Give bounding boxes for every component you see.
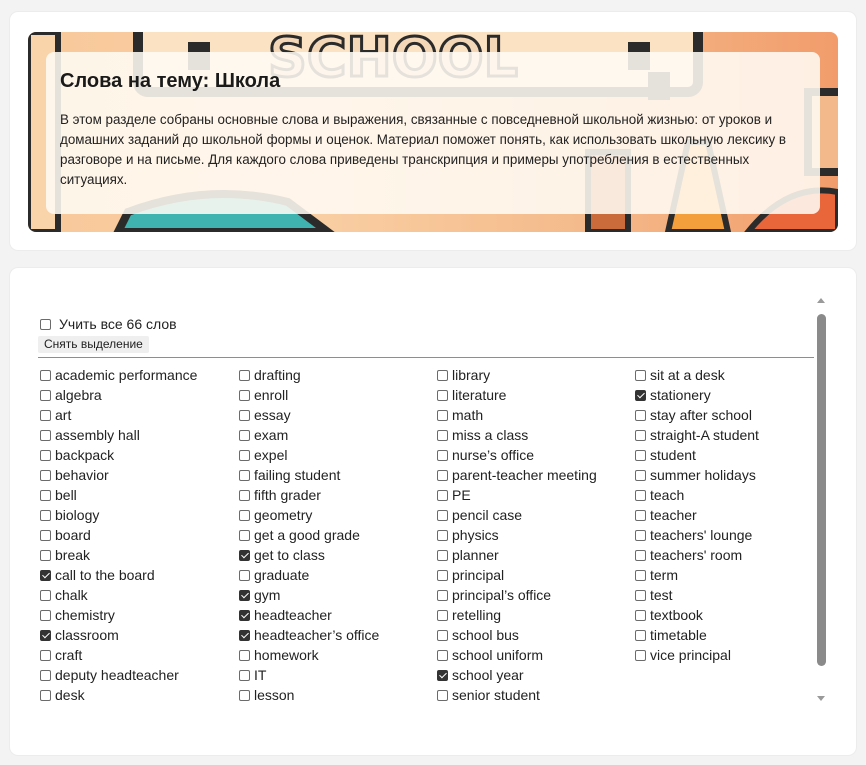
word-checkbox[interactable] [437,410,448,421]
word-label: physics [452,527,499,543]
word-checkbox[interactable] [40,490,51,501]
word-item[interactable] [239,425,379,445]
word-label: board [55,527,91,543]
topic-intro-panel [46,52,820,214]
word-label: stationery [650,387,711,403]
word-checkbox[interactable] [239,390,250,401]
word-item[interactable] [239,605,379,625]
word-label: biology [55,507,100,523]
word-label: chalk [55,587,88,603]
list-scrollbar[interactable] [814,298,828,708]
learn-all-checkbox[interactable] [40,319,51,330]
word-item[interactable] [239,525,379,545]
word-item[interactable] [239,505,379,525]
word-label: nurse’s office [452,447,534,463]
word-item[interactable] [635,445,759,465]
word-item[interactable] [635,565,759,585]
word-label: student [650,447,696,463]
word-item[interactable] [635,385,759,405]
word-item[interactable] [40,425,197,445]
learn-all-label: Учить все 66 слов [59,316,177,332]
word-checkbox[interactable] [437,370,448,381]
word-checkbox[interactable] [635,370,646,381]
word-checkbox[interactable] [239,470,250,481]
word-checkbox[interactable] [40,450,51,461]
word-item[interactable] [635,465,759,485]
word-label: parent-teacher meeting [452,467,597,483]
word-checkbox[interactable] [635,530,646,541]
word-label: homework [254,647,319,663]
word-checkbox[interactable] [239,570,250,581]
word-checkbox[interactable] [239,510,250,521]
word-item[interactable] [239,365,379,385]
word-checkbox[interactable] [635,510,646,521]
word-label: timetable [650,627,707,643]
word-checkbox[interactable] [40,610,51,621]
word-label: PE [452,487,471,503]
word-column-1 [40,365,197,705]
word-label: test [650,587,673,603]
word-checkbox[interactable] [239,610,250,621]
word-list-card [10,268,856,755]
word-label: school bus [452,627,519,643]
word-label: school uniform [452,647,544,663]
word-checkbox[interactable] [437,630,448,641]
word-label: get a good grade [254,527,360,543]
word-checkbox[interactable] [40,630,51,641]
word-label: retelling [452,607,502,623]
word-checkbox[interactable] [40,370,51,381]
word-checkbox[interactable] [635,590,646,601]
word-item[interactable] [635,425,759,445]
word-item[interactable] [239,405,379,425]
word-label: library [452,367,491,383]
word-item[interactable] [635,585,759,605]
word-item[interactable] [635,545,759,565]
word-checkbox[interactable] [40,530,51,541]
word-item[interactable] [239,565,379,585]
word-label: academic performance [55,367,198,383]
word-label: failing student [254,467,341,483]
word-item[interactable] [635,605,759,625]
word-item[interactable] [40,385,197,405]
word-checkbox[interactable] [239,670,250,681]
word-label: senior student [452,687,540,703]
word-checkbox[interactable] [635,430,646,441]
word-item[interactable] [40,545,197,565]
word-label: get to class [254,547,325,563]
word-checkbox[interactable] [437,550,448,561]
word-label: principal [452,567,505,583]
word-item[interactable] [239,625,379,645]
word-label: straight-A student [650,427,759,443]
word-item[interactable] [40,505,197,525]
scrollbar-thumb[interactable] [817,314,826,666]
word-checkbox[interactable] [239,590,250,601]
word-item[interactable] [239,685,379,705]
word-checkbox[interactable] [40,550,51,561]
word-item[interactable] [437,425,597,445]
word-checkbox[interactable] [40,670,51,681]
word-label: headteacher [254,607,332,623]
word-label: call to the board [55,567,155,583]
word-item[interactable] [635,365,759,385]
word-label: IT [254,667,267,683]
topic-description: В этом разделе собраны основные слова и выражения, связанные с повседневной школьной жизнью: от уроков и домашних заданий до школьной формы и оценок. Материал поможет понять, как использовать школьную лексику в разговоре и на письме. Для каждого слова приведены транскрипция и примеры употребления в естественных ситуациях. [60,112,786,187]
word-checkbox[interactable] [239,410,250,421]
word-column-2 [239,365,379,705]
word-label: principal’s office [452,587,552,603]
word-label: break [55,547,91,563]
word-label: headteacher’s office [254,627,380,643]
word-checkbox[interactable] [437,430,448,441]
word-checkbox[interactable] [437,490,448,501]
word-item[interactable] [40,405,197,425]
word-item[interactable] [437,545,597,565]
word-checkbox[interactable] [635,610,646,621]
word-item[interactable] [437,565,597,585]
word-item[interactable] [239,485,379,505]
word-label: classroom [55,627,119,643]
word-label: drafting [254,367,301,383]
word-checkbox[interactable] [437,470,448,481]
word-item[interactable] [437,525,597,545]
word-checkbox[interactable] [239,490,250,501]
word-label: planner [452,547,499,563]
word-checkbox[interactable] [40,590,51,601]
word-checkbox[interactable] [635,410,646,421]
word-label: craft [55,647,83,663]
word-label: vice principal [650,647,731,663]
word-checkbox[interactable] [437,590,448,601]
word-item[interactable] [437,365,597,385]
word-item[interactable] [635,505,759,525]
word-label: assembly hall [55,427,140,443]
word-label: teach [650,487,685,503]
word-checkbox[interactable] [437,570,448,581]
word-item[interactable] [635,625,759,645]
word-label: graduate [254,567,310,583]
word-checkbox[interactable] [437,690,448,701]
word-item[interactable] [437,385,597,405]
word-label: summer holidays [650,467,756,483]
word-item[interactable] [40,485,197,505]
deselect-button[interactable]: Снять выделение [38,336,149,353]
word-checkbox[interactable] [437,610,448,621]
word-checkbox[interactable] [40,430,51,441]
word-item[interactable] [239,645,379,665]
word-item[interactable] [635,645,759,665]
word-checkbox[interactable] [239,370,250,381]
word-label: bell [55,487,77,503]
word-label: literature [452,387,507,403]
word-checkbox[interactable] [437,670,448,681]
word-item[interactable] [437,485,597,505]
word-label: enroll [254,387,289,403]
word-label: fifth grader [254,487,321,503]
word-label: deputy headteacher [55,667,179,683]
word-item[interactable] [40,645,197,665]
word-checkbox[interactable] [239,630,250,641]
word-checkbox[interactable] [239,650,250,661]
word-item[interactable] [635,485,759,505]
word-item[interactable] [40,685,197,705]
word-label: essay [254,407,291,423]
word-label: desk [55,687,85,703]
word-item[interactable] [239,465,379,485]
word-checkbox[interactable] [437,650,448,661]
word-label: expel [254,447,288,463]
word-label: stay after school [650,407,752,423]
topic-header-card [10,12,856,250]
word-checkbox[interactable] [437,390,448,401]
word-item[interactable] [437,505,597,525]
word-checkbox[interactable] [40,510,51,521]
word-checkbox[interactable] [635,450,646,461]
word-checkbox[interactable] [40,570,51,581]
word-item[interactable] [437,685,597,705]
word-label: teachers' lounge [650,527,753,543]
word-checkbox[interactable] [635,470,646,481]
word-checkbox[interactable] [40,690,51,701]
word-checkbox[interactable] [635,570,646,581]
scroll-up-arrow-icon[interactable] [817,298,825,303]
word-item[interactable] [40,525,197,545]
word-label: art [55,407,72,423]
word-label: exam [254,427,289,443]
word-checkbox[interactable] [239,430,250,441]
word-label: teachers' room [650,547,743,563]
word-checkbox[interactable] [437,530,448,541]
word-label: gym [254,587,281,603]
word-label: teacher [650,507,697,523]
word-column-3 [437,365,597,705]
word-item[interactable] [40,565,197,585]
word-checkbox[interactable] [635,650,646,661]
word-item[interactable] [239,585,379,605]
word-checkbox[interactable] [40,470,51,481]
word-item[interactable] [40,585,197,605]
word-item[interactable] [239,665,379,685]
word-checkbox[interactable] [635,550,646,561]
word-checkbox[interactable] [40,650,51,661]
word-checkbox[interactable] [635,490,646,501]
word-label: chemistry [55,607,115,623]
word-checkbox[interactable] [239,690,250,701]
word-item[interactable] [40,665,197,685]
word-label: school year [452,667,524,683]
word-item[interactable] [40,605,197,625]
word-item[interactable] [437,665,597,685]
word-item[interactable] [40,465,197,485]
word-checkbox[interactable] [635,390,646,401]
word-item[interactable] [635,525,759,545]
word-item[interactable] [437,625,597,645]
word-label: lesson [254,687,295,703]
word-checkbox[interactable] [437,510,448,521]
learn-all-checkbox-row[interactable] [40,316,177,332]
word-label: term [650,567,678,583]
word-label: geometry [254,507,313,523]
word-item[interactable] [40,365,197,385]
word-checkbox[interactable] [635,630,646,641]
word-label: backpack [55,447,115,463]
word-label: algebra [55,387,102,403]
word-item[interactable] [239,545,379,565]
word-checkbox[interactable] [437,450,448,461]
word-label: sit at a desk [650,367,725,383]
word-item[interactable] [437,645,597,665]
word-item[interactable] [437,465,597,485]
word-item[interactable] [437,585,597,605]
word-item[interactable] [437,605,597,625]
word-label: behavior [55,467,109,483]
word-label: textbook [650,607,703,623]
page-title: Слова на тему: Школа [60,70,281,92]
word-label: pencil case [452,507,523,523]
word-checkbox[interactable] [239,550,250,561]
word-label: miss a class [452,427,529,443]
word-column-4 [635,365,759,665]
word-item[interactable] [437,405,597,425]
word-checkbox[interactable] [40,390,51,401]
word-label: math [452,407,484,423]
word-checkbox[interactable] [40,410,51,421]
word-item[interactable] [40,625,197,645]
word-item[interactable] [40,445,197,465]
word-item[interactable] [239,445,379,465]
word-item[interactable] [437,445,597,465]
word-checkbox[interactable] [239,450,250,461]
word-checkbox[interactable] [239,530,250,541]
divider [38,357,814,358]
word-item[interactable] [239,385,379,405]
scroll-down-arrow-icon[interactable] [817,696,825,701]
word-item[interactable] [635,405,759,425]
